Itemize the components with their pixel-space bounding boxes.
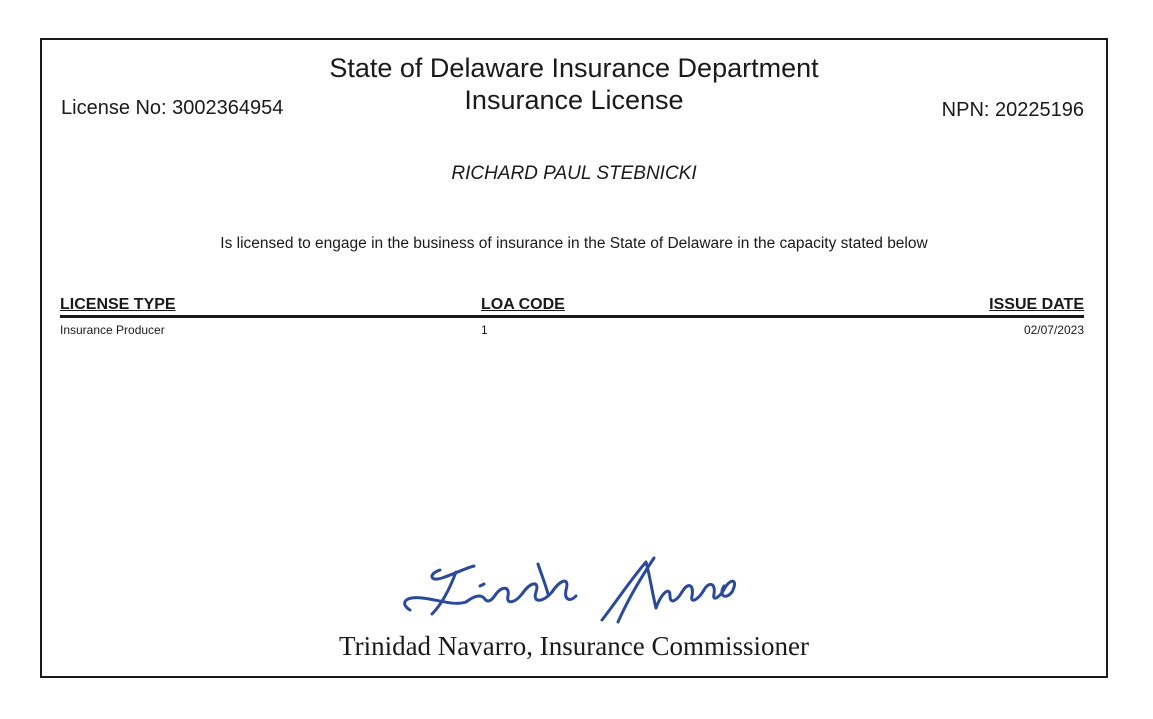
table-row	[60, 322, 1084, 338]
licensee-name: RICHARD PAUL STEBNICKI	[451, 163, 697, 184]
document-title: Insurance License	[464, 85, 684, 115]
cell-issue-date: 02/07/2023	[1023, 323, 1084, 337]
license-number: License No: 3002364954	[61, 97, 284, 119]
license-document	[40, 38, 1108, 678]
license-statement: Is licensed to engage in the business of insurance in the State of Delaware in the capacity stated below	[220, 235, 928, 252]
column-header-issue-date: ISSUE DATE	[989, 296, 1084, 313]
column-header-license-type: LICENSE TYPE	[60, 296, 176, 313]
cell-license-type: Insurance Producer	[60, 323, 165, 337]
commissioner-caption: Trinidad Navarro, Insurance Commissioner	[339, 631, 809, 661]
column-header-loa-code: LOA CODE	[481, 296, 565, 313]
npn-number: NPN: 20225196	[941, 99, 1084, 121]
cell-loa-code: 1	[481, 323, 488, 337]
table-header	[60, 295, 1084, 318]
department-title: State of Delaware Insurance Department	[329, 53, 819, 83]
signature-image	[370, 552, 740, 630]
